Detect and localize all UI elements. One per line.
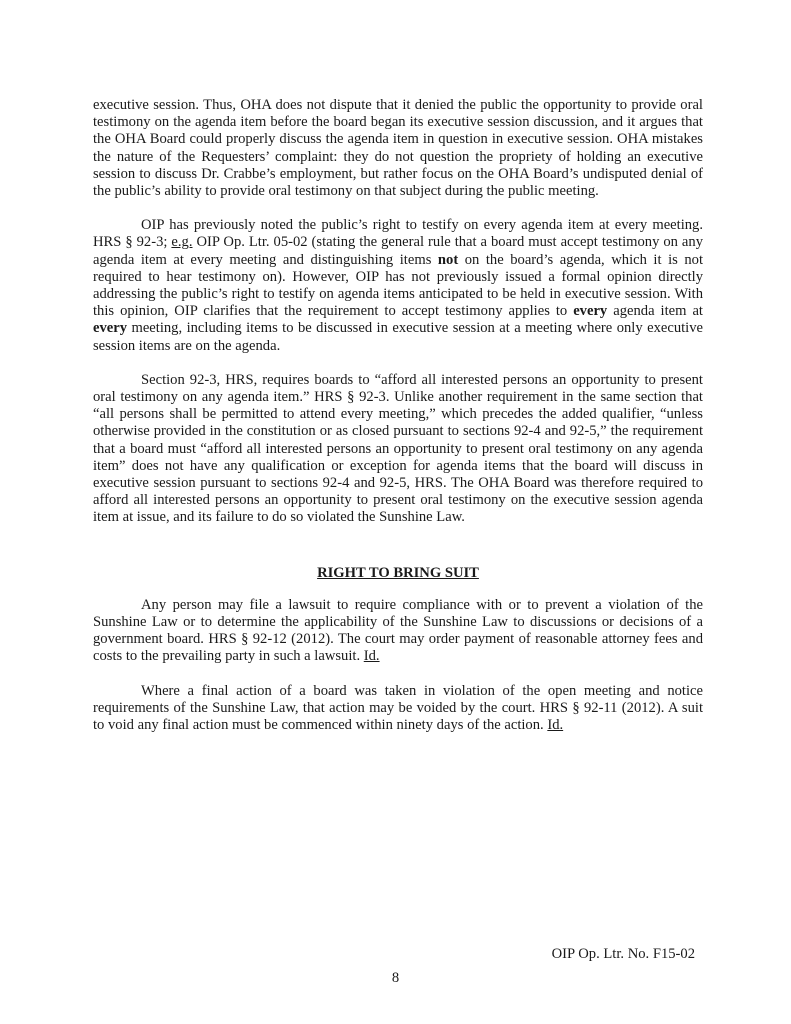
paragraph-right-to-testify [93, 217, 703, 355]
paragraph-lawsuit [93, 597, 703, 666]
id-citation: Id. [363, 648, 380, 665]
paragraph-text: Any person may file a lawsuit to require compliance with or to prevent a violation of the Sunshine Law or to determine the applicability of the Sunshine Law to discussions or decisions of a government board. HRS § 92-12 (2012). The court may order payment of reasonable attorney fees and costs to the prevailing party in such a lawsuit. [93, 596, 703, 665]
paragraph-text: OIP has previously noted the public’s right to testify on every agenda item at every meeting. HRS § 92-3; [93, 217, 703, 251]
paragraph-text: agenda item at [607, 303, 703, 320]
paragraph-section-92-3 [93, 372, 703, 527]
paragraph-text: meeting, including items to be discussed in executive session at a meeting where only executive session items are on the agenda. [93, 320, 703, 354]
paragraph-executive-session [93, 97, 703, 200]
eg-abbreviation: e.g. [171, 234, 193, 251]
paragraph-final-action [93, 683, 703, 735]
id-citation: Id. [547, 717, 564, 734]
paragraph-text: on the board’s agenda, which it is not required to hear testimony on). However, OIP has not previously issued a formal opinion directly addressing the public’s right to testify on agenda items anticipated to be held in executive session. With this opinion, OIP clarifies that the requirement to accept testimony applies to [93, 251, 703, 320]
paragraph-text: executive session. Thus, OHA does not dispute that it denied the public the opportunity to provide oral testimony on the agenda item before the board began its executive session discussion, and it argues that the OHA Board could properly discuss the agenda item in question in executive session. OHA mistakes the nature of the Requesters’ complaint: they do not question the propriety of holding an executive session to discuss Dr. Crabbe’s employment, but rather focus on the OHA Board’s undisputed denial of the public’s ability to provide oral testimony on that subject during the public meeting. [93, 97, 703, 200]
emphasis-every: every [573, 303, 608, 320]
document-body [93, 97, 703, 734]
footer-reference: OIP Op. Ltr. No. F15-02 [551, 946, 695, 962]
emphasis-every: every [93, 320, 128, 337]
paragraph-text: OIP Op. Ltr. 05-02 (stating the general rule that a board must accept testimony on any agenda item at every meeting and distinguishing items [93, 234, 703, 268]
emphasis-not: not [437, 251, 459, 268]
paragraph-text: Section 92-3, HRS, requires boards to “afford all interested persons an opportunity to present oral testimony on any agenda item.” HRS § 92-3. Unlike another requirement in the same section that “all persons shall be permitted to attend every meeting,” which precedes the added qualifier, “unless otherwise provided in the constitution or as closed pursuant to sections 92-4 and 92-5,” the requirement that a board must “afford all interested persons an opportunity to present oral testimony on any agenda item” does not have any qualification or exception for agenda items that the board will discuss in executive session pursuant to sections 92-4 and 92-5, HRS. The OHA Board was therefore required to afford all interested persons an opportunity to present oral testimony on the executive session agenda item at issue, and its failure to do so violated the Sunshine Law. [93, 371, 703, 526]
section-heading: RIGHT TO BRING SUIT [317, 564, 479, 581]
page-number: 8 [391, 970, 400, 986]
paragraph-text: Where a final action of a board was taken in violation of the open meeting and notice requirements of the Sunshine Law, that action may be voided by the court. HRS § 92-11 (2012). A suit to void any final action must be commenced within ninety days of the action. [93, 682, 703, 734]
